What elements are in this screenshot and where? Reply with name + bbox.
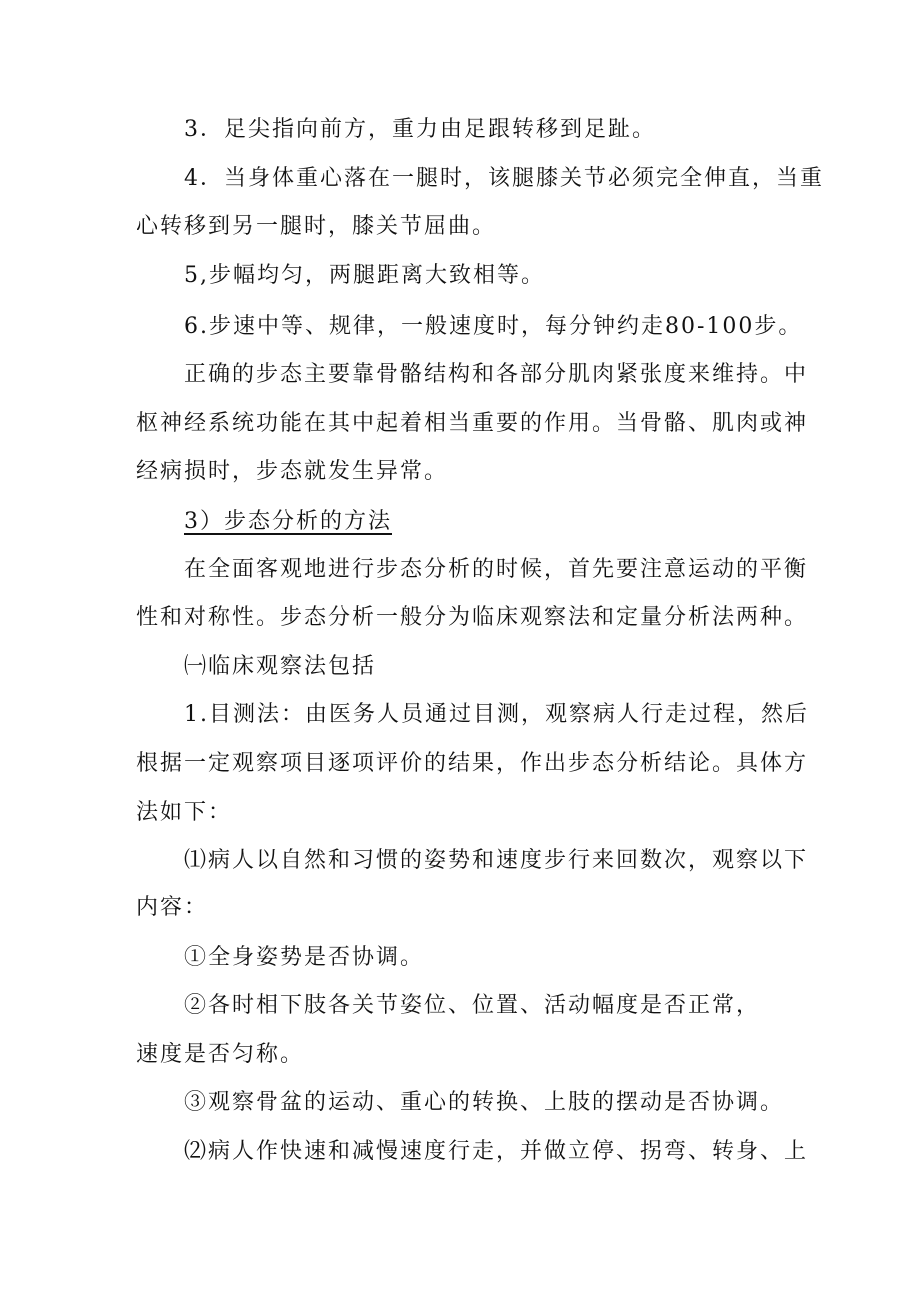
text-line: 经病损时，步态就发生异常。: [136, 459, 449, 484]
list-item: ①全身姿势是否协调。: [184, 945, 425, 970]
text-line: 3．足尖指向前方，重力由足跟转移到足趾。: [184, 117, 656, 142]
text-line: 速度是否匀称。: [136, 1042, 305, 1067]
text-line: ⑵病人作快速和减慢速度行走，并做立停、拐弯、转身、上: [184, 1139, 809, 1164]
text-line: 心转移到另一腿时，膝关节屈曲。: [136, 214, 497, 239]
text-line: 在全面客观地进行步态分析的时候，首先要注意运动的平衡: [184, 557, 809, 582]
text-line: 枢神经系统功能在其中起着相当重要的作用。当骨骼、肌肉或神: [136, 411, 809, 436]
text-line: 性和对称性。步态分析一般分为临床观察法和定量分析法两种。: [136, 605, 809, 630]
list-item: ③观察骨盆的运动、重心的转换、上肢的摆动是否协调。: [184, 1090, 785, 1115]
text-line: 4．当身体重心落在一腿时，该腿膝关节必须完全伸直，当重: [184, 166, 824, 191]
text-line: ⑴病人以自然和习惯的姿势和速度步行来回数次，观察以下: [184, 848, 809, 873]
text-line: 1.目测法：由医务人员通过目测，观察病人行走过程，然后: [184, 702, 809, 727]
section-heading: 3）步态分析的方法: [184, 509, 392, 534]
list-item: ②各时相下肢各关节姿位、位置、活动幅度是否正常，: [184, 993, 761, 1018]
text-line: 根据一定观察项目逐项评价的结果，作出步态分析结论。具体方: [136, 751, 809, 776]
text-line: 6.步速中等、规律，一般速度时，每分钟约走80-100步。: [184, 314, 803, 339]
text-line: 内容：: [136, 895, 209, 920]
text-line: 法如下：: [136, 800, 233, 825]
text-line: 5,步幅均匀，两腿距离大致相等。: [184, 263, 545, 288]
subsection-heading: ㈠临床观察法包括: [184, 654, 377, 679]
text-line: 正确的步态主要靠骨骼结构和各部分肌肉紧张度来维持。中: [184, 362, 809, 387]
